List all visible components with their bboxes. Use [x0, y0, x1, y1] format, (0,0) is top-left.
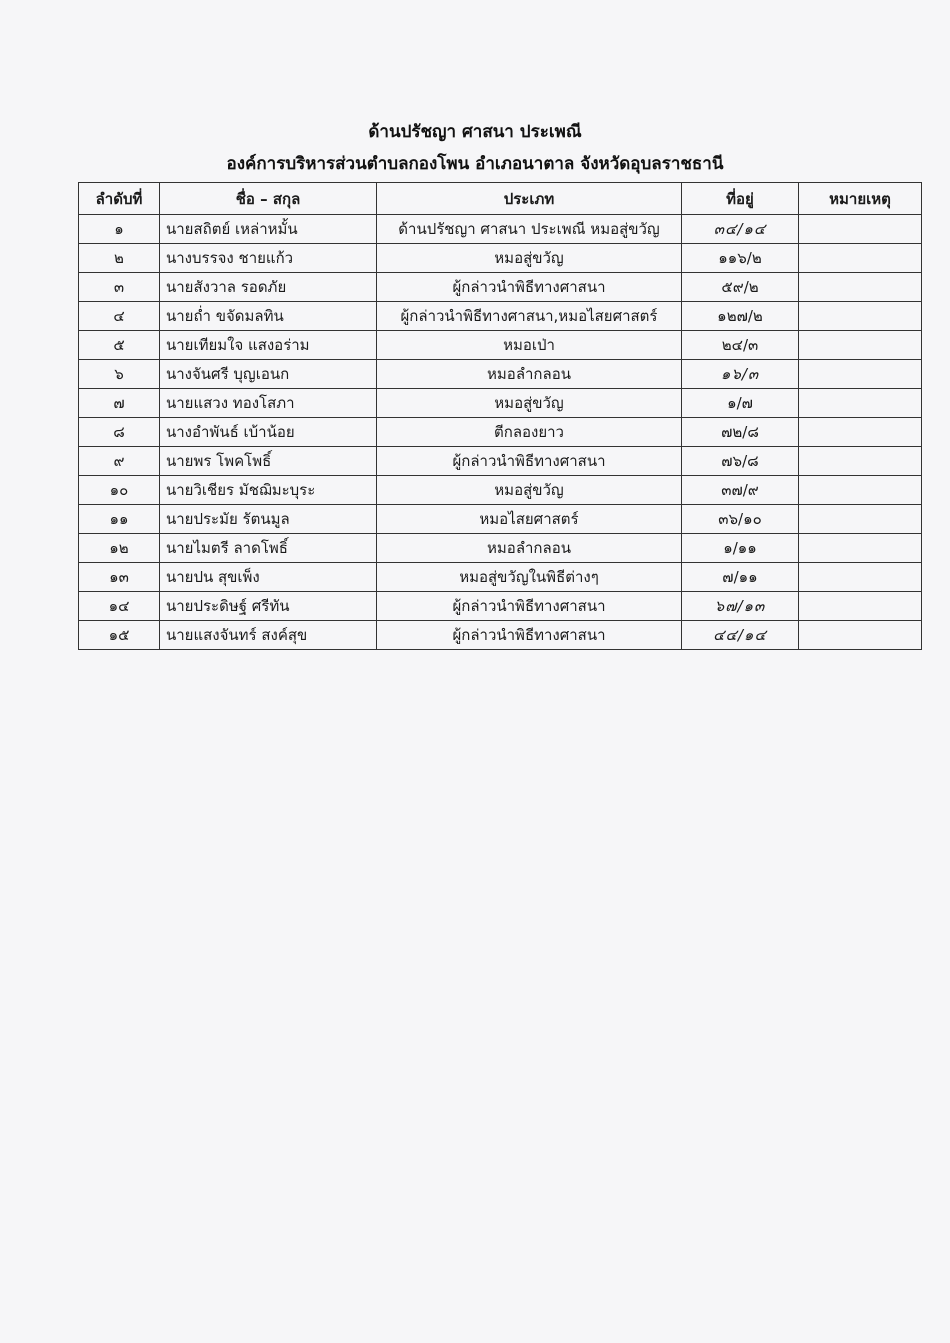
table-body	[79, 215, 922, 650]
row-note	[799, 476, 922, 505]
header-no: ลำดับที่	[79, 183, 160, 215]
table-row	[79, 331, 922, 360]
row-type: ด้านปรัชญา ศาสนา ประเพณี หมอสู่ขวัญ	[377, 215, 682, 244]
row-name: นายพร โพคโพธิ์	[160, 447, 377, 476]
row-address: ๗๒/๘	[682, 418, 799, 447]
row-number: ๑๔	[79, 592, 160, 621]
table-row	[79, 418, 922, 447]
row-type: ผู้กล่าวนำพิธีทางศาสนา	[377, 447, 682, 476]
header-name: ชื่อ – สกุล	[160, 183, 377, 215]
table-row	[79, 273, 922, 302]
row-note	[799, 389, 922, 418]
row-number: ๖	[79, 360, 160, 389]
row-number: ๑๕	[79, 621, 160, 650]
row-note	[799, 563, 922, 592]
row-note	[799, 273, 922, 302]
row-note	[799, 244, 922, 273]
row-address: ๓๔/๑๔	[682, 215, 799, 244]
table-row	[79, 447, 922, 476]
row-note	[799, 592, 922, 621]
row-name: นางอำพันธ์ เบ้าน้อย	[160, 418, 377, 447]
row-name: นายประมัย รัตนมูล	[160, 505, 377, 534]
header-note: หมายเหตุ	[799, 183, 922, 215]
row-number: ๘	[79, 418, 160, 447]
row-type: หมอสู่ขวัญ	[377, 244, 682, 273]
table-row	[79, 244, 922, 273]
row-number: ๔	[79, 302, 160, 331]
row-name: นายแสงจันทร์ สงค์สุข	[160, 621, 377, 650]
row-type: หมอลำกลอน	[377, 534, 682, 563]
row-name: นายสถิตย์ เหล่าหมั้น	[160, 215, 377, 244]
row-name: นายสังวาล รอดภัย	[160, 273, 377, 302]
document-title: ด้านปรัชญา ศาสนา ประเพณี	[368, 122, 582, 142]
roster-table	[78, 182, 922, 650]
row-type: ตีกลองยาว	[377, 418, 682, 447]
row-type: หมอลำกลอน	[377, 360, 682, 389]
row-address: ๓๗/๙	[682, 476, 799, 505]
row-number: ๑๑	[79, 505, 160, 534]
row-note	[799, 534, 922, 563]
row-number: ๓	[79, 273, 160, 302]
table-row	[79, 505, 922, 534]
row-address: ๕๙/๒	[682, 273, 799, 302]
row-name: นายประดิษฐ์ ศรีทัน	[160, 592, 377, 621]
row-number: ๑	[79, 215, 160, 244]
row-name: นายปน สุขเพ็ง	[160, 563, 377, 592]
row-name: นายถ่ำ ขจัดมลทิน	[160, 302, 377, 331]
table-row	[79, 621, 922, 650]
row-address: ๑/๑๑	[682, 534, 799, 563]
row-name: นายวิเชียร มัชฌิมะบุระ	[160, 476, 377, 505]
table-row	[79, 215, 922, 244]
table-row	[79, 360, 922, 389]
row-address: ๔๔/๑๔	[682, 621, 799, 650]
table-row	[79, 534, 922, 563]
row-number: ๗	[79, 389, 160, 418]
row-name: นายเทียมใจ แสงอร่าม	[160, 331, 377, 360]
table-row	[79, 592, 922, 621]
table-header-row	[79, 183, 922, 215]
row-name: นางบรรจง ชายแก้ว	[160, 244, 377, 273]
table-row	[79, 389, 922, 418]
table-row	[79, 302, 922, 331]
row-type: หมอสู่ขวัญในพิธีต่างๆ	[377, 563, 682, 592]
row-note	[799, 621, 922, 650]
row-number: ๑๐	[79, 476, 160, 505]
row-type: ผู้กล่าวนำพิธีทางศาสนา	[377, 592, 682, 621]
row-address: ๑/๗	[682, 389, 799, 418]
row-note	[799, 447, 922, 476]
row-address: ๗/๑๑	[682, 563, 799, 592]
header-address: ที่อยู่	[682, 183, 799, 215]
row-note	[799, 215, 922, 244]
row-address: ๑๑๖/๒	[682, 244, 799, 273]
header-type: ประเภท	[377, 183, 682, 215]
row-address: ๓๖/๑๐	[682, 505, 799, 534]
row-type: หมอสู่ขวัญ	[377, 476, 682, 505]
table-row	[79, 476, 922, 505]
table-row	[79, 563, 922, 592]
row-name: นายไมตรี ลาดโพธิ์	[160, 534, 377, 563]
row-note	[799, 418, 922, 447]
row-address: ๑๖/๓	[682, 360, 799, 389]
row-note	[799, 505, 922, 534]
row-number: ๑๓	[79, 563, 160, 592]
document-subtitle: องค์การบริหารส่วนตำบลกองโพน อำเภอนาตาล จังหวัดอุบลราชธานี	[226, 154, 724, 174]
row-name: นางจันศรี บุญเอนก	[160, 360, 377, 389]
row-type: หมอสู่ขวัญ	[377, 389, 682, 418]
row-address: ๖๗/๑๓	[682, 592, 799, 621]
row-type: ผู้กล่าวนำพิธีทางศาสนา	[377, 273, 682, 302]
row-number: ๒	[79, 244, 160, 273]
row-note	[799, 331, 922, 360]
row-number: ๙	[79, 447, 160, 476]
row-number: ๑๒	[79, 534, 160, 563]
row-type: ผู้กล่าวนำพิธีทางศาสนา	[377, 621, 682, 650]
row-address: ๑๒๗/๒	[682, 302, 799, 331]
row-type: หมอไสยศาสตร์	[377, 505, 682, 534]
row-note	[799, 360, 922, 389]
row-name: นายแสวง ทองโสภา	[160, 389, 377, 418]
row-note	[799, 302, 922, 331]
row-address: ๗๖/๘	[682, 447, 799, 476]
row-address: ๒๔/๓	[682, 331, 799, 360]
row-number: ๕	[79, 331, 160, 360]
row-type: ผู้กล่าวนำพิธีทางศาสนา,หมอไสยศาสตร์	[377, 302, 682, 331]
row-type: หมอเป่า	[377, 331, 682, 360]
